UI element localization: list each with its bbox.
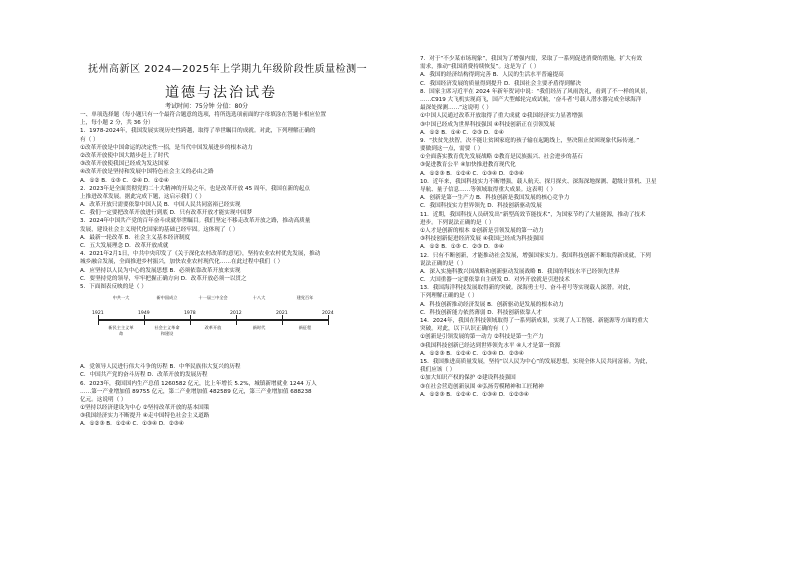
question-line: A．①② B．①③ C．②④ D．①②④ — [80, 177, 169, 184]
question-line: 导航、量子信息……等领域取得重大成果。这表明（ ） — [420, 187, 557, 193]
question-line: ①坚持以经济建设为中心 ②坚持改革开放的基本国策 — [80, 405, 210, 412]
timeline-event-label: 十八大 — [252, 295, 266, 301]
question-line: C．大国重器一定要依靠自主研发 D．对外开放就是引进技术 — [420, 277, 570, 284]
question-line: A．①② B．①④ C．②③ D．②④ — [420, 129, 504, 136]
question-line: A．①②③ B．①②④ C．①③④ D．②③④ — [420, 170, 524, 177]
question-line: 7．对于“不少某市场现象”，我国为了增强内需，采取了一系列促进消费的措施，扩大有效 — [420, 56, 642, 62]
question-line: A．创新是第一生产力 B．科技创新是我国发展的核心竞争力 — [420, 195, 570, 202]
question-line: ③我国科技创新已经达到世界领先水平 ④人才是第一资源 — [420, 342, 561, 349]
question-line: 1．1978-2024年，我国发展实现历史性跨越，取得了举世瞩目的成就。对此，下列理解正确的 — [80, 128, 316, 135]
timeline-tick — [328, 315, 329, 325]
timeline-period-label: 新征程 — [298, 325, 312, 331]
question-line: ③促进教育公平 ④加快推进教育现代化 — [420, 162, 516, 169]
subject-title: 道德与法治试卷 — [165, 85, 277, 101]
timeline-year: 1978 — [184, 311, 196, 317]
question-line: A．最新一轮改革 B．社会主义基本经济制度 — [80, 234, 191, 241]
question-line: 城乡融合发展，全面推进乡村振兴，加快农业农村现代化……在此过程中我们（ ） — [80, 259, 284, 266]
question-line: 4．2021年2月1日，中共中央印发了《关于深化农村改革的意见》，坚持农业农村优先发展，推动 — [80, 251, 321, 258]
question-line: 9．“扶贫先扶智，决不能让贫困家庭的孩子输在起跑线上，坚决阻止贫困现象代际传递。” — [420, 137, 640, 144]
question-line: 11．近期，我国科技人员研发出“新型高效节能技术”，为国家节约了大量能源，推动了技术 — [420, 211, 646, 218]
question-line: C．我国经济发展的质量得到提升 D．我国社会主要矛盾得到解决 — [420, 80, 582, 87]
question-line: 一、单项选择题（每小题只有一个最符合题意的选项，将所选选项前面的字母填涂在答题卡相应位置 — [80, 112, 327, 118]
timeline-event-label: 十一届三中全会 — [198, 295, 228, 301]
question-line: A．①②③ B．①②④ C．①③④ D．②③④ — [420, 350, 524, 357]
timeline-figure — [92, 293, 334, 361]
question-line: ①人才是创新的根本 ②创新是引领发展的第一动力 — [420, 227, 544, 234]
timeline-tick — [144, 315, 145, 325]
question-line: ①加大知识产权的保护 ②建设科技强国 — [420, 375, 516, 382]
question-line: ③我国经济实力不断提升 ④走中国特色社会主义道路 — [80, 413, 210, 420]
question-line: A．我国的经济结构得到完善 B．人民的生活水平普遍提高 — [420, 72, 564, 79]
question-line: ①改革开放是中国命运的决定性一招，是当代中国发展进步的根本动力 — [80, 144, 253, 151]
question-line: 10．近年来，我国科技实力不断增强，载人航天、探月探火、深海深地探测、超级计算机、卫星 — [420, 178, 657, 185]
timeline-tick — [190, 315, 191, 325]
question-line: 我们应该（ ） — [420, 367, 456, 374]
question-line: 2．2023年是全面贯彻党的二十大精神的开局之年。也是改革开放 45 周年，我国在新的起点 — [80, 185, 310, 192]
question-line: C．中国共产党的奋斗历程 D．改革开放的发展历程 — [80, 372, 208, 379]
question-line: ①中国人民通过改革开放取得了重大成就 ②我国经济实力显著增强 — [420, 113, 583, 120]
question-line: A．党领导人民进行伟大斗争的历程 B．中华民族伟大复兴的历程 — [80, 364, 241, 371]
question-line: ③在社会营造创新氛围 ④弘扬劳模精神和工匠精神 — [420, 383, 544, 390]
question-line: 下列理解正确的是（ ） — [420, 293, 478, 300]
question-line: 需求，推动“我国消费持续恢复”。这是为了（ ） — [420, 64, 540, 71]
timeline-tick — [282, 315, 283, 325]
question-line: 上，每小题 2 分，共 36 分） — [80, 120, 154, 127]
timeline-period-label: 新时代 — [252, 325, 266, 331]
question-line: 要做到这一点，需要（ ） — [420, 146, 484, 153]
timeline-year: 1949 — [138, 311, 150, 317]
question-line: ③中国已经成为世界科技强国 ④科技创新正在引领发展 — [420, 121, 555, 128]
question-line: A．科技创新推动经济发展 B．创新驱动是发展的根本动力 — [420, 301, 564, 308]
timeline-year: 2012 — [230, 311, 242, 317]
question-line: 12．只有不断创新，才能推动社会发展，增强国家实力。我国科技创新不断取得新成就，下列 — [420, 252, 651, 259]
question-line: ③科技创新促进经济发展 ④我国已经成为科技强国 — [420, 236, 544, 243]
question-line: C．我国科技实力世界领先 D．科技创新驱动发展 — [420, 203, 542, 210]
question-line: ②改革开放使中国大踏步赶上了时代 — [80, 152, 169, 159]
question-line: 8．国家主席习近平在 2024 年新年贺词中说：“我们经历了风雨洗礼，看到了不一样的风景， — [420, 88, 652, 95]
question-line: ③改革开放使我国已经成为发达国家 — [80, 161, 169, 168]
question-line: 6．2023年，我国国内生产总值 1260582 亿元，比上年增长 5.2%，城镇新增就业 1244 万人 — [80, 380, 317, 387]
question-line: 13．我国海洋科技发展取得新的突破。深海勇士号、奋斗者号等实现载人深潜。对此， — [420, 285, 635, 292]
question-line: 15．我国推进高质量发展，坚持“以人民为中心”的发展思想，实现全体人民共同富裕。为此， — [420, 358, 652, 365]
question-line: C．要坚持党的领导，牢牢把握正确方向 D．改革开放必须一以贯之 — [80, 275, 247, 282]
timeline-axis — [98, 319, 328, 321]
exam-title: 抚州高新区 2024—2025年上学期九年级阶段性质量检测一 — [88, 64, 368, 75]
question-line: 进步。下列说法正确的是（ ） — [420, 219, 495, 226]
timeline-event-label: 中共一大 — [112, 295, 130, 301]
question-line: 有（ ） — [80, 136, 99, 143]
question-line: C．五大发展理念 D．改革开放成就 — [80, 243, 169, 249]
question-line: ……第一产业增加值 89755 亿元，第二产业增加值 482589 亿元，第三产业增加值 688238 — [80, 388, 312, 395]
left-column — [80, 0, 398, 561]
question-line: A．深入实施科教兴国战略和创新驱动发展战略 B．我国的科技水平已经领先世界 — [420, 268, 620, 275]
question-line: A．应坚持以人民为中心的发展思想 B．必须依靠改革开放来实现 — [80, 267, 241, 274]
timeline-period-label: 社会主义革命和建设 — [154, 325, 180, 337]
question-line: ①创新是引领发展的第一动力 ②科技是第一生产力 — [420, 334, 544, 341]
left-question-body — [80, 111, 398, 429]
question-line: ①全面落实教育优先发展战略 ②教育是民族振兴、社会进步的基石 — [420, 154, 583, 161]
question-line: 最深处探测……”这说明（ ） — [420, 105, 492, 112]
timeline-period-label: 改革开放 — [204, 325, 222, 331]
timeline-event-label: 新中国成立 — [156, 295, 178, 301]
question-line: 说法正确的是（ ） — [420, 260, 467, 267]
right-question-body — [420, 55, 742, 399]
timeline-year: 2021 — [276, 311, 288, 317]
timeline-event-label: 建党百年 — [296, 295, 314, 301]
question-line: 3．2024年中国共产党的百年奋斗成就举世瞩目。我们坚定不移走改革开放之路，推动高质量 — [80, 218, 311, 225]
question-line: 突破。对此，以下认识正确的有（ ） — [420, 326, 512, 333]
question-line: C．科技创新能力依然薄弱 D．科技创新依靠人才 — [420, 309, 542, 316]
question-line: 亿元。这说明（ ） — [80, 396, 127, 403]
timeline-tick — [236, 315, 237, 325]
question-line: ④改革开放是坚持和发展中国特色社会主义的必由之路 — [80, 169, 214, 176]
question-line: A．改革开放只需要依靠中国人民 B．中国人民共同富裕已经实现 — [80, 202, 241, 209]
question-line: C．我们一定要把改革开放进行到底 D．只有改革开放才能实现中国梦 — [80, 210, 253, 217]
timeline-year: 1921 — [92, 311, 104, 317]
timeline-period-label: 新民主主义革命 — [108, 325, 134, 337]
question-line: ……C919 大飞机实现商飞，国产大型邮轮完成试航，‘奋斗者’号载人潜水器完成全球海洋 — [420, 96, 642, 103]
timeline-tick — [98, 315, 99, 325]
exam-meta: 考试时间：75分钟 分值：80分 — [165, 103, 249, 110]
right-column — [420, 0, 742, 561]
question-line: 上推进改革发展。据此完成下题，这启示我们（ ） — [80, 193, 205, 200]
question-line: 5．下面图表反映的是（ ） — [80, 283, 147, 290]
question-line: 14．2024年，我国在科技领域取得了一系列新成果，实现了人工智能、新能源等方面的重大 — [420, 318, 649, 324]
question-line: A．①② B．①③ C．②③ D．③④ — [420, 244, 504, 251]
timeline-year: 2024 — [322, 311, 334, 317]
question-line: A．①②③ B．①②④ C．①③④ D．①②③④ — [420, 391, 529, 398]
question-line: A．①②③ B．①②④ C．①③④ D．②③④ — [80, 421, 184, 428]
question-line: 发展，建设社会主义现代化国家的基础已经牢固。这体现了（ ） — [80, 226, 239, 233]
